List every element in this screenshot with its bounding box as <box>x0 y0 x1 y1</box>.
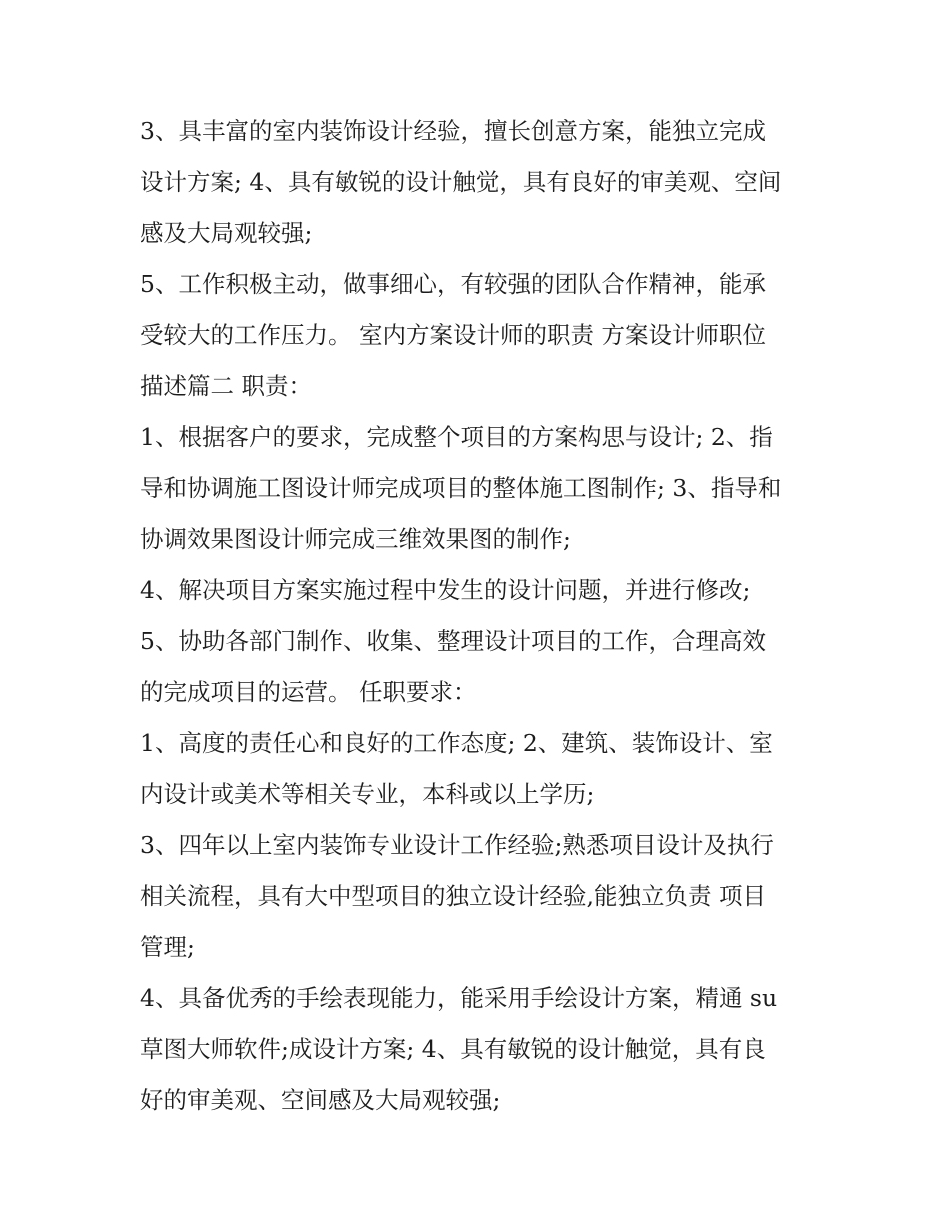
text-line: 5、协助各部门制作、收集、整理设计项目的工作，合理高效 <box>140 627 766 655</box>
text-line: 受较大的工作压力。 室内方案设计师的职责 方案设计师职位 <box>140 321 766 349</box>
text-line: 感及大局观较强; <box>140 219 313 247</box>
text-line: 1、根据客户的要求，完成整个项目的方案构思与设计; 2、指 <box>140 423 773 451</box>
text-line: 内设计或美术等相关专业，本科或以上学历; <box>140 780 595 808</box>
text-line: 4、具备优秀的手绘表现能力，能采用手绘设计方案，精通 su <box>140 984 778 1012</box>
text-line: 3、四年以上室内装饰专业设计工作经验;熟悉项目设计及执行 <box>140 831 774 859</box>
text-line: 相关流程，具有大中型项目的独立设计经验,能独立负责 项目 <box>140 882 766 910</box>
text-line: 5、工作积极主动，做事细心，有较强的团队合作精神，能承 <box>140 270 766 298</box>
text-line: 1、高度的责任心和良好的工作态度; 2、建筑、装饰设计、室 <box>140 729 773 757</box>
text-line: 4、解决项目方案实施过程中发生的设计问题，并进行修改; <box>140 576 751 604</box>
text-line: 3、具丰富的室内装饰设计经验，擅长创意方案，能独立完成 <box>140 117 766 145</box>
text-line: 的完成项目的运营。 任职要求： <box>140 678 477 706</box>
document-body <box>140 106 820 1126</box>
text-line: 设计方案; 4、具有敏锐的设计触觉，具有良好的审美观、空间 <box>140 168 782 196</box>
text-line: 描述篇二 职责： <box>140 372 312 400</box>
text-line: 草图大师软件;成设计方案; 4、具有敏锐的设计触觉，具有良 <box>140 1035 766 1063</box>
text-line: 协调效果图设计师完成三维效果图的制作; <box>140 525 571 553</box>
text-line: 好的审美观、空间感及大局观较强; <box>140 1086 501 1114</box>
text-line: 导和协调施工图设计师完成项目的整体施工图制作; 3、指导和 <box>140 474 782 502</box>
text-line: 管理; <box>140 933 195 961</box>
